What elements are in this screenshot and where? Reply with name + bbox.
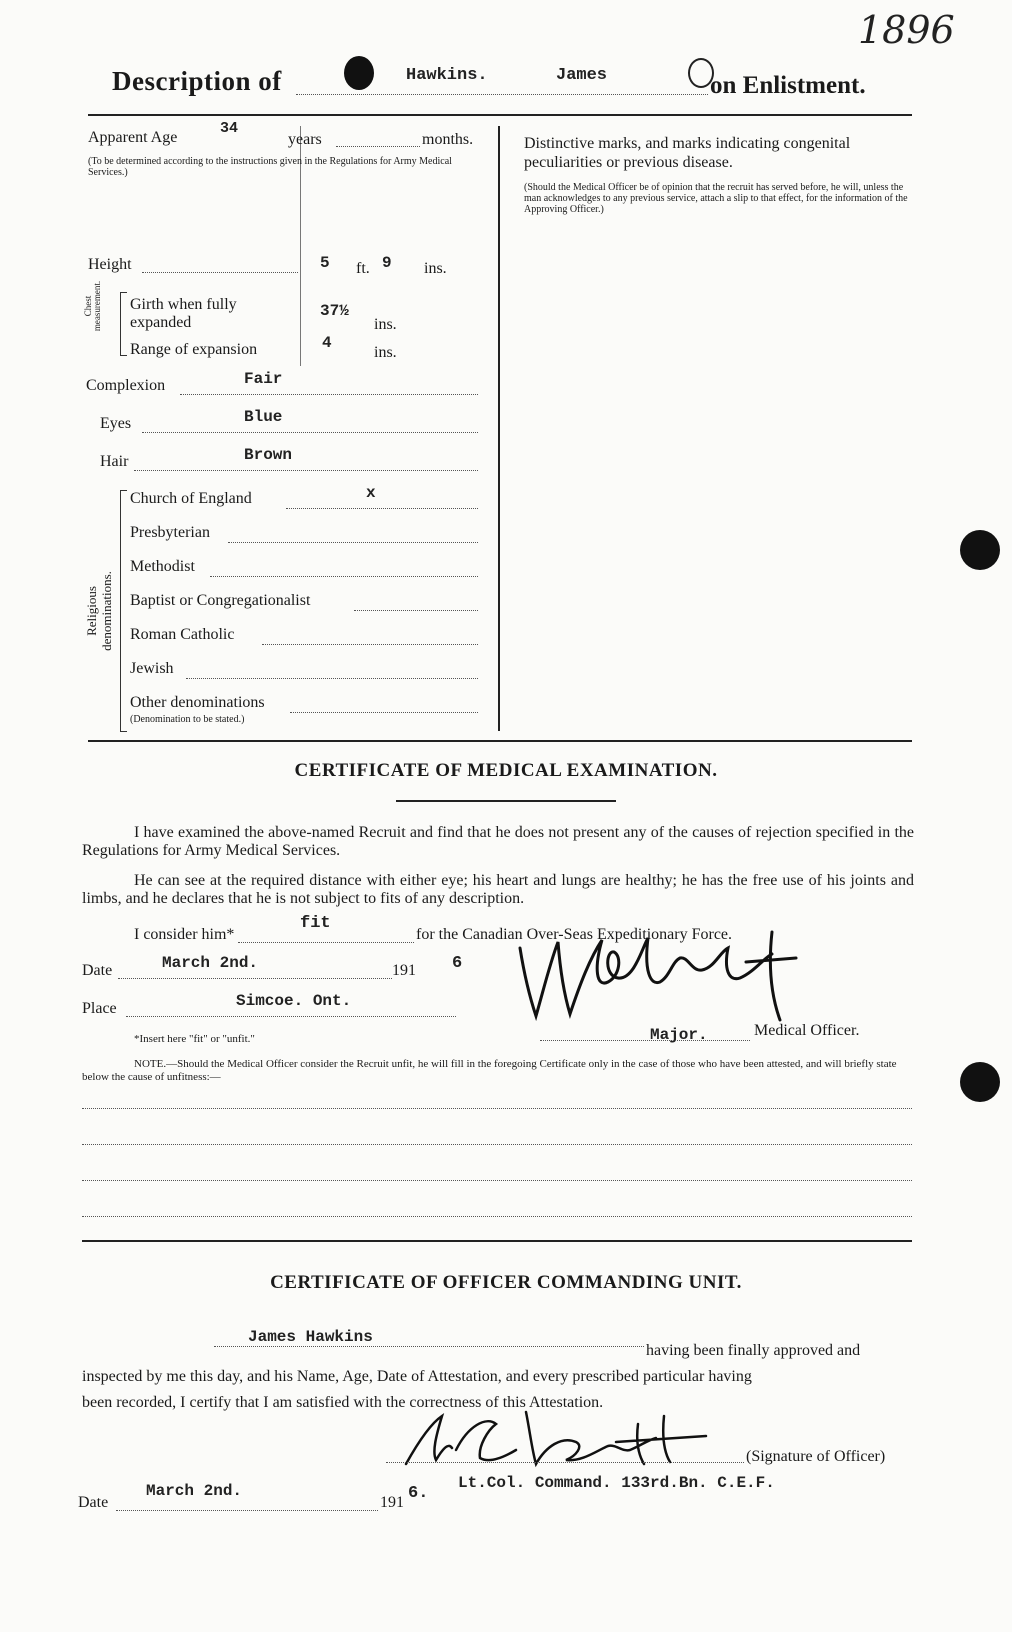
medical-certificate-title: CERTIFICATE OF MEDICAL EXAMINATION. [294, 760, 718, 781]
height-in-value: 9 [382, 254, 392, 272]
medical-date-label: Date [82, 962, 113, 979]
denom-line [186, 678, 478, 679]
distinctive-marks-heading: Distinctive marks, and marks indicating congenital peculiarities or previous disease. [524, 135, 851, 171]
girth-label: Girth when fully expanded [130, 296, 237, 331]
given-name-value: James [556, 66, 608, 85]
force-label: for the Canadian Over-Seas Expeditionary Force. [416, 926, 733, 943]
fit-value: fit [300, 914, 331, 933]
place-value: Simcoe. Ont. [236, 992, 352, 1010]
girth-value: 37½ [320, 302, 349, 320]
medical-date-value: March 2nd. [162, 954, 259, 972]
cause-line-2 [82, 1144, 912, 1145]
denom-jewish: Jewish [130, 660, 174, 677]
denom-line [286, 508, 478, 509]
complexion-value: Fair [244, 370, 283, 388]
signature-dotted-line [386, 1462, 744, 1463]
denom-line [210, 576, 478, 577]
age-note: (To be determined according to the instructions given in the Regulations for Army Medical Services.) [88, 156, 452, 178]
height-dotted-line [142, 272, 298, 273]
header-description-of: Description of [112, 66, 282, 96]
denom-other: Other denominations [130, 694, 265, 711]
ins-label: ins. [424, 260, 447, 277]
chest-brace [120, 292, 127, 356]
commanding-year-digit: 6. [408, 1484, 429, 1503]
religion-label: Religious denominations. [84, 571, 114, 651]
denom-line [228, 542, 478, 543]
commanding-certificate-title: CERTIFICATE OF OFFICER COMMANDING UNIT. [270, 1272, 742, 1293]
header-rule [88, 114, 912, 116]
signature-label: (Signature of Officer) [746, 1448, 886, 1465]
corner-number: 1896 [858, 8, 955, 52]
insert-note: *Insert here "fit" or "unfit." [134, 1033, 255, 1045]
girth-ins-label: ins. [374, 316, 397, 333]
denom-methodist: Methodist [130, 558, 195, 575]
denom-church-of-england: Church of England [130, 490, 252, 507]
denom-line [290, 712, 478, 713]
hair-dotted-line [134, 470, 478, 471]
denom-baptist: Baptist or Congregationalist [130, 592, 311, 609]
denomination-note: (Denomination to be stated.) [130, 714, 245, 725]
name-dotted-line [296, 94, 708, 95]
complexion-label: Complexion [86, 377, 166, 394]
recruit-name-dotted-line [214, 1346, 644, 1347]
range-label: Range of expansion [130, 341, 258, 358]
distinctive-marks-note: (Should the Medical Officer be of opinion that the recruit has served before, he will, unless the man acknowledges to any previous service, attach a slip to that effect, for the information of the Approving Officer.) [524, 182, 908, 215]
commanding-date-dotted-line [116, 1510, 378, 1511]
ft-label: ft. [356, 260, 370, 277]
commanding-date-label: Date [78, 1494, 109, 1511]
commanding-rank-value: Lt.Col. Command. 133rd.Bn. C.E.F. [458, 1474, 775, 1492]
medical-rank-value: Major. [650, 1026, 708, 1044]
chest-label: Chest measurement. [83, 280, 102, 332]
medical-officer-label: Medical Officer. [754, 1022, 860, 1039]
column-divider [498, 126, 500, 731]
range-value: 4 [322, 334, 332, 352]
consider-label: I consider him* [134, 926, 235, 943]
fit-dotted-line [238, 942, 414, 943]
denom-presbyterian: Presbyterian [130, 524, 210, 541]
religion-brace [120, 490, 127, 732]
place-label: Place [82, 1000, 117, 1017]
place-dotted-line [126, 1016, 456, 1017]
eyes-value: Blue [244, 408, 283, 426]
punch-hole-top [960, 530, 1000, 570]
age-value: 34 [220, 120, 239, 137]
eyes-label: Eyes [100, 415, 132, 432]
commanding-line-1: having been finally approved and [646, 1342, 861, 1359]
cause-line-3 [82, 1180, 912, 1181]
denom-line [262, 644, 478, 645]
unfit-note: NOTE.—Should the Medical Officer consider the Recruit unfit, he will fill in the foregoing Certificate only in the case of those who have been attested, and will briefly state below the cause of unfitness:— [82, 1058, 897, 1083]
medical-title-underline [396, 800, 616, 802]
months-label: months. [422, 131, 474, 148]
eyes-dotted-line [142, 432, 478, 433]
commanding-date-value: March 2nd. [146, 1482, 243, 1500]
recruit-name-value: James Hawkins [248, 1328, 373, 1346]
denom-church-of-england-mark: x [366, 484, 376, 502]
medical-para-1: I have examined the above-named Recruit and find that he does not present any of the causes of rejection specified in the Regulations for Army Medical Services. [82, 824, 914, 859]
commanding-officer-signature [386, 1406, 726, 1476]
surname-value: Hawkins. [406, 66, 488, 85]
medical-officer-signature [510, 928, 810, 1028]
header-on-enlistment: on Enlistment. [710, 72, 866, 99]
denom-line [354, 610, 478, 611]
punch-hole-bottom [960, 1062, 1000, 1102]
height-label: Height [88, 256, 132, 273]
commanding-line-2: inspected by me this day, and his Name, Age, Date of Attestation, and every prescribed particular having [82, 1368, 752, 1385]
commanding-line-3: been recorded, I certify that I am satisfied with the correctness of this Attestation. [82, 1394, 604, 1411]
cause-line-1 [82, 1108, 912, 1109]
medical-date-dotted-line [118, 978, 392, 979]
medical-year-digit: 6 [452, 954, 463, 973]
apparent-age-label: Apparent Age [88, 129, 178, 146]
section-rule [88, 740, 912, 742]
denom-roman-catholic: Roman Catholic [130, 626, 235, 643]
medical-officer-dotted-line [540, 1040, 750, 1041]
height-ft-value: 5 [320, 254, 330, 272]
range-ins-label: ins. [374, 344, 397, 361]
commanding-year-prefix: 191 [380, 1494, 404, 1511]
ink-blot [344, 56, 374, 90]
years-label: years [288, 131, 322, 148]
medical-year-prefix: 191 [392, 962, 416, 979]
cause-line-4 [82, 1216, 912, 1217]
complexion-dotted-line [180, 394, 478, 395]
medical-bottom-rule [82, 1240, 912, 1242]
medical-para-2: He can see at the required distance with either eye; his heart and lungs are healthy; he has the free use of his joints and limbs, and he declares that he is not subject to fits of any description. [82, 872, 914, 907]
hair-label: Hair [100, 453, 129, 470]
hair-value: Brown [244, 446, 293, 464]
months-dotted-line [336, 146, 420, 147]
